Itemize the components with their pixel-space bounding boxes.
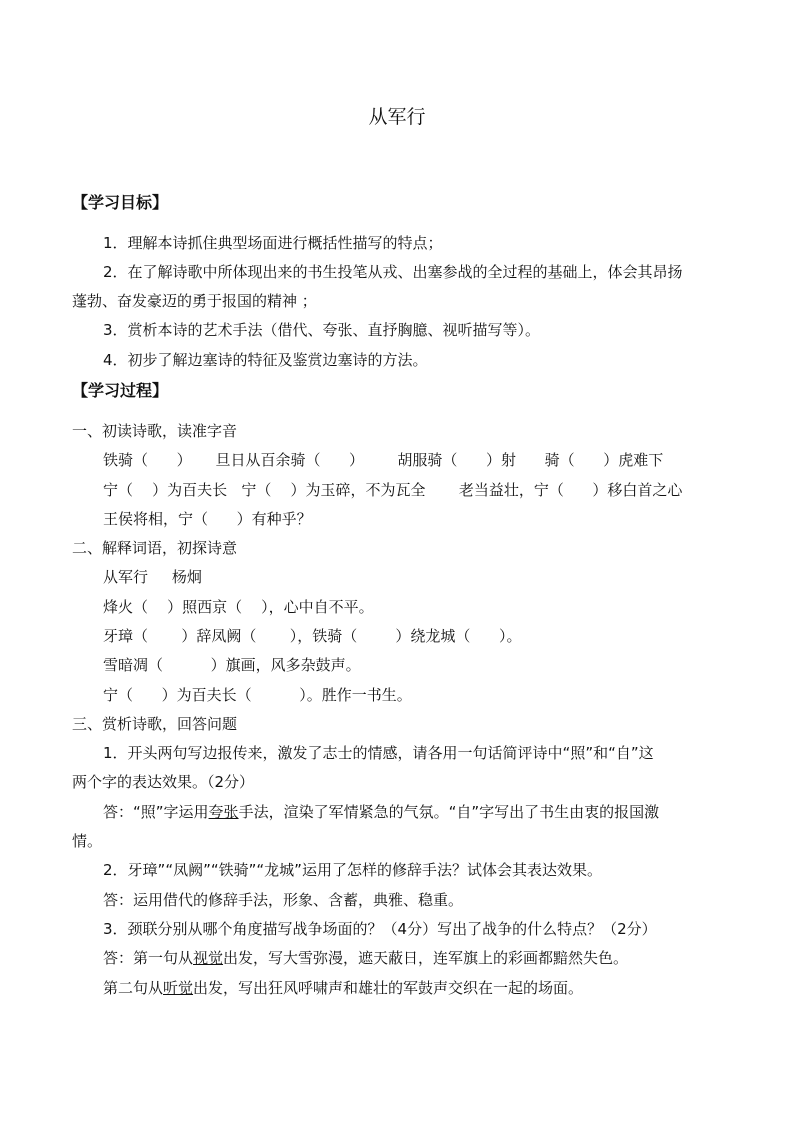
process-heading: 【学习过程】 (72, 381, 169, 400)
poem-line: 宁（ ）为百夫长（ ）。胜作一书生。 (103, 686, 412, 704)
page-title: 从军行 (368, 106, 426, 128)
question-1-cont: 两个字的表达效果。（2分） (72, 773, 255, 791)
part2-title: 二、解释词语，初探诗意 (72, 539, 238, 557)
answer-text: 答：“照”字运用 (103, 803, 209, 821)
underlined-term: 视觉 (193, 949, 224, 967)
objective-item: 4．初步了解边塞诗的特征及鉴赏边塞诗的方法。 (103, 351, 428, 369)
poem-line: 烽火（ ）照西京（ ），心中自不平。 (103, 598, 374, 616)
answer-text: 出发，写出狂风呼啸声和雄壮的军鼓声交织在一起的场面。 (193, 979, 584, 997)
answer-3 (103, 948, 628, 968)
question-2: 2．牙璋”“凤阙”“铁骑”“龙城”运用了怎样的修辞手法？试体会其表达效果。 (103, 861, 602, 879)
part1-line: 王侯将相，宁（ ）有种乎？ (103, 510, 312, 528)
answer-1-cont: 情。 (72, 832, 103, 850)
poem-line: 雪暗凋（ ）旗画，风多杂鼓声。 (103, 656, 361, 674)
poem-line: 牙璋（ ）辞凤阙（ ），铁骑（ ）绕龙城（ ）。 (103, 627, 522, 645)
question-3: 3．颈联分别从哪个角度描写战争场面的？（4分）写出了战争的什么特点？（2分） (103, 920, 657, 938)
objective-item: 1．理解本诗抓住典型场面进行概括性描写的特点； (103, 234, 443, 252)
objective-item: 2．在了解诗歌中所体现出来的书生投笔从戎、出塞参战的全过程的基础上，体会其昂扬 (103, 263, 683, 281)
part1-line: 宁（ ）为百夫长 宁（ ）为玉碎，不为瓦全 老当益壮，宁（ ）移白首之心 (103, 481, 683, 499)
objective-item: 蓬勃、奋发豪迈的勇于报国的精神 ； (72, 292, 317, 310)
objective-item: 3．赏析本诗的艺术手法（借代、夸张、直抒胸臆、视听描写等）。 (103, 321, 541, 339)
answer-3-cont (103, 978, 583, 998)
answer-2: 答：运用借代的修辞手法，形象、含蓄，典雅、稳重。 (103, 891, 464, 909)
question-1: 1．开头两句写边报传来，激发了志士的情感，请各用一句话简评诗中“照”和“自”这 (103, 744, 654, 762)
underlined-term: 听觉 (163, 979, 194, 997)
underlined-term: 夸张 (208, 803, 239, 821)
part3-title: 三、赏析诗歌，回答问题 (72, 715, 238, 733)
poem-title-author: 从军行 杨炯 (103, 568, 202, 586)
answer-text: 第二句从 (103, 979, 164, 997)
answer-text: 手法，渲染了军情紧急的气氛。“自”字写出了书生由衷的报国激 (238, 803, 660, 821)
answer-text: 答：第一句从 (103, 949, 194, 967)
answer-1 (103, 802, 659, 822)
part1-title: 一、初读诗歌，读准字音 (72, 422, 238, 440)
answer-text: 出发，写大雪弥漫，遮天蔽日，连军旗上的彩画都黯然失色。 (223, 949, 629, 967)
objectives-heading: 【学习目标】 (72, 193, 169, 212)
part1-line: 铁骑（ ） 旦日从百余骑（ ） 胡服骑（ ）射 骑（ ）虎难下 (103, 451, 664, 469)
